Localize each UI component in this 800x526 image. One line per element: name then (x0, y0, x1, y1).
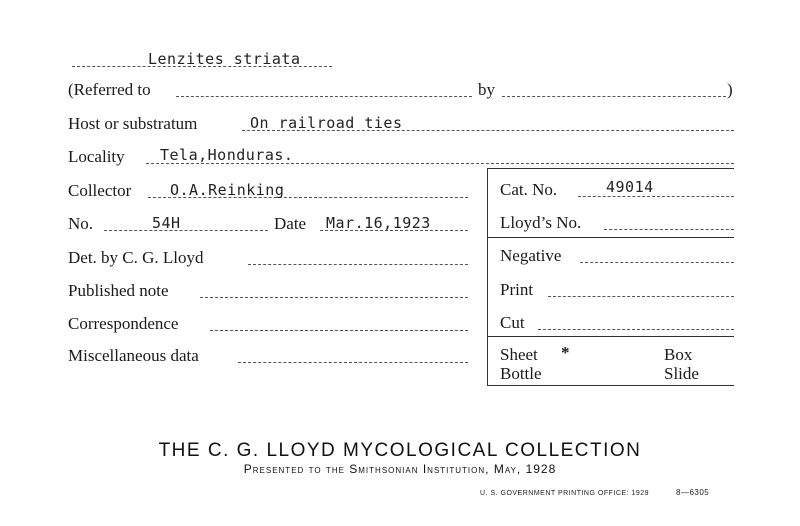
collection-subtitle: Presented to the Smithsonian Institution, May, 1928 (243, 462, 557, 476)
sheet-label: Sheet (500, 345, 538, 364)
published-note-line (200, 297, 468, 298)
no-line (104, 230, 268, 231)
no-value: 54H (152, 214, 181, 232)
collector-value: O.A.Reinking (170, 181, 285, 199)
cat-no-label: Cat. No. (500, 180, 558, 199)
by-line (502, 96, 726, 97)
correspondence-label: Correspondence (68, 314, 179, 333)
det-by-line (248, 264, 468, 265)
close-paren: ) (727, 80, 733, 99)
printing-office-note: U. S. GOVERNMENT PRINTING OFFICE: 1929 (480, 490, 650, 497)
correspondence-line (210, 330, 468, 331)
bottle-label: Bottle (500, 364, 542, 383)
cat-no-value: 49014 (606, 178, 654, 196)
locality-value: Tela,Honduras. (160, 146, 294, 164)
referred-to-label: (Referred to (68, 80, 151, 99)
lloyds-no-line (604, 229, 734, 230)
published-note-label: Published note (68, 281, 169, 300)
catalog-divider (487, 237, 734, 238)
box-label: Box (664, 345, 693, 364)
collection-title: THE C. G. LLOYD MYCOLOGICAL COLLECTION (158, 440, 642, 461)
date-label: Date (274, 214, 307, 233)
species-name: Lenzites striata (148, 50, 301, 68)
catalog-divider-lower (487, 336, 734, 337)
print-label: Print (500, 280, 534, 299)
slide-label: Slide (664, 364, 699, 383)
collector-label: Collector (68, 181, 132, 200)
catalog-box-bottom (487, 385, 734, 386)
cut-label: Cut (500, 313, 525, 332)
cat-no-line (578, 196, 734, 197)
print-line (548, 296, 734, 297)
by-label: by (478, 80, 495, 99)
no-label: No. (68, 214, 94, 233)
locality-label: Locality (68, 147, 125, 166)
host-value: On railroad ties (250, 114, 403, 132)
catalog-box-border (487, 168, 488, 386)
cut-line (538, 329, 734, 330)
det-by-label: Det. by C. G. Lloyd (68, 248, 204, 267)
sheet-mark: * (561, 343, 570, 362)
negative-label: Negative (500, 246, 562, 265)
misc-data-label: Miscellaneous data (68, 346, 199, 365)
catalog-box-top (487, 168, 734, 169)
lloyds-no-label: Lloyd’s No. (500, 213, 582, 232)
misc-data-line (238, 362, 468, 363)
host-label: Host or substratum (68, 114, 198, 133)
negative-line (580, 262, 734, 263)
date-value: Mar.16,1923 (326, 214, 431, 232)
form-number: 8—6305 (676, 488, 710, 497)
referred-to-line (176, 96, 472, 97)
